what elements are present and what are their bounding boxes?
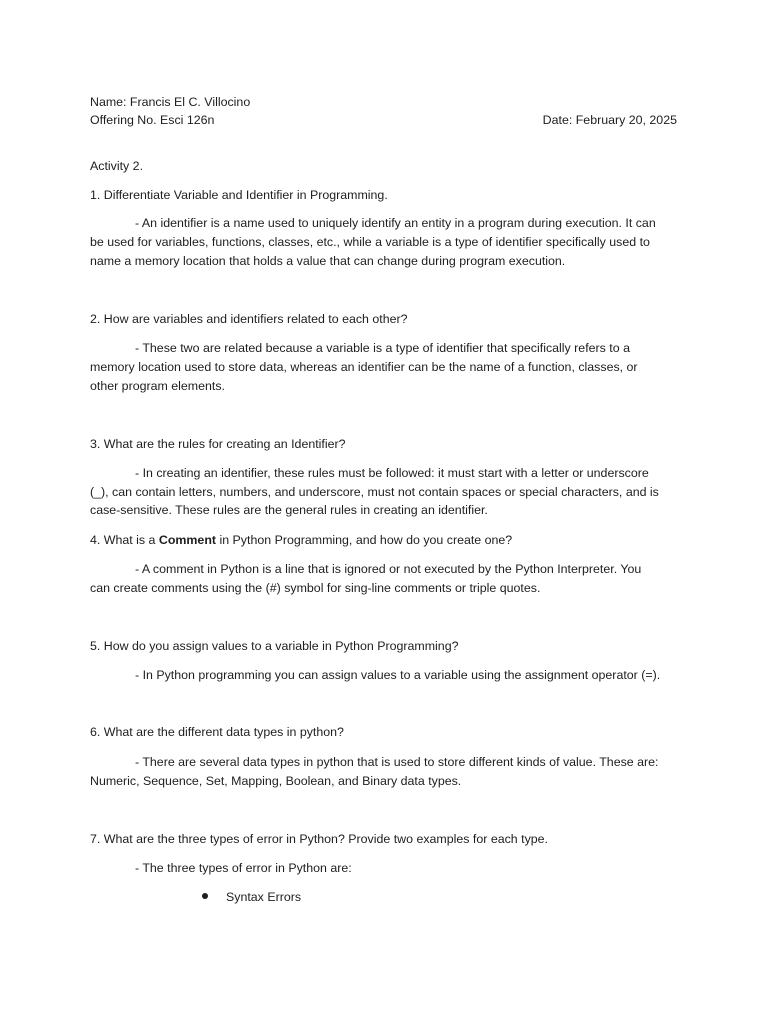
answer-3-line-2: (_), can contain letters, numbers, and underscore, must not contain spaces or special characters, and is <box>90 485 659 499</box>
answer-2-line-1: - These two are related because a variable is a type of identifier that specifically refers to a <box>135 341 630 355</box>
answer-5-line-1: - In Python programming you can assign values to a variable using the assignment operator (=). <box>135 668 661 682</box>
answer-6-line-2: Numeric, Sequence, Set, Mapping, Boolean, and Binary data types. <box>90 774 462 788</box>
answer-7-line-1: - The three types of error in Python are: <box>135 861 352 875</box>
question-7: 7. What are the three types of error in Python? Provide two examples for each type. <box>90 832 548 846</box>
offering-number: Offering No. Esci 126n <box>90 113 215 127</box>
answer-3-line-3: case-sensitive. These rules are the general rules in creating an identifier. <box>90 503 488 517</box>
question-2: 2. How are variables and identifiers related to each other? <box>90 312 408 326</box>
answer-6-line-1: - There are several data types in python that is used to store different kinds of value. These are: <box>135 755 659 769</box>
answer-2-line-3: other program elements. <box>90 379 225 393</box>
question-4-prefix: 4. What is a <box>90 533 159 547</box>
student-name: Name: Francis El C. Villocino <box>90 95 251 109</box>
answer-2-line-2: memory location used to store data, whereas an identifier can be the name of a function, classes, or <box>90 360 638 374</box>
answer-1-line-3: name a memory location that holds a value that can change during program execution. <box>90 254 566 268</box>
question-3: 3. What are the rules for creating an Identifier? <box>90 437 346 451</box>
answer-1-line-2: be used for variables, functions, classes, etc., while a variable is a type of identifier specifically used to <box>90 235 650 249</box>
answer-4-line-2: can create comments using the (#) symbol for sing-line comments or triple quotes. <box>90 581 541 595</box>
question-5: 5. How do you assign values to a variable in Python Programming? <box>90 639 459 653</box>
activity-title: Activity 2. <box>90 159 144 173</box>
answer-3-line-1: - In creating an identifier, these rules must be followed: it must start with a letter or underscore <box>135 466 649 480</box>
answer-4-line-1: - A comment in Python is a line that is ignored or not executed by the Python Interpreter. You <box>135 562 642 576</box>
question-6: 6. What are the different data types in python? <box>90 725 344 739</box>
bullet-icon <box>202 893 208 899</box>
question-1: 1. Differentiate Variable and Identifier in Programming. <box>90 188 388 202</box>
date: Date: February 20, 2025 <box>542 113 677 127</box>
question-4-keyword: Comment <box>158 533 217 547</box>
answer-1-line-1: - An identifier is a name used to uniquely identify an entity in a program during execution. It can <box>135 216 656 230</box>
question-4 <box>90 532 512 548</box>
bullet-item: Syntax Errors <box>226 890 302 904</box>
question-4-suffix: in Python Programming, and how do you create one? <box>216 533 513 547</box>
